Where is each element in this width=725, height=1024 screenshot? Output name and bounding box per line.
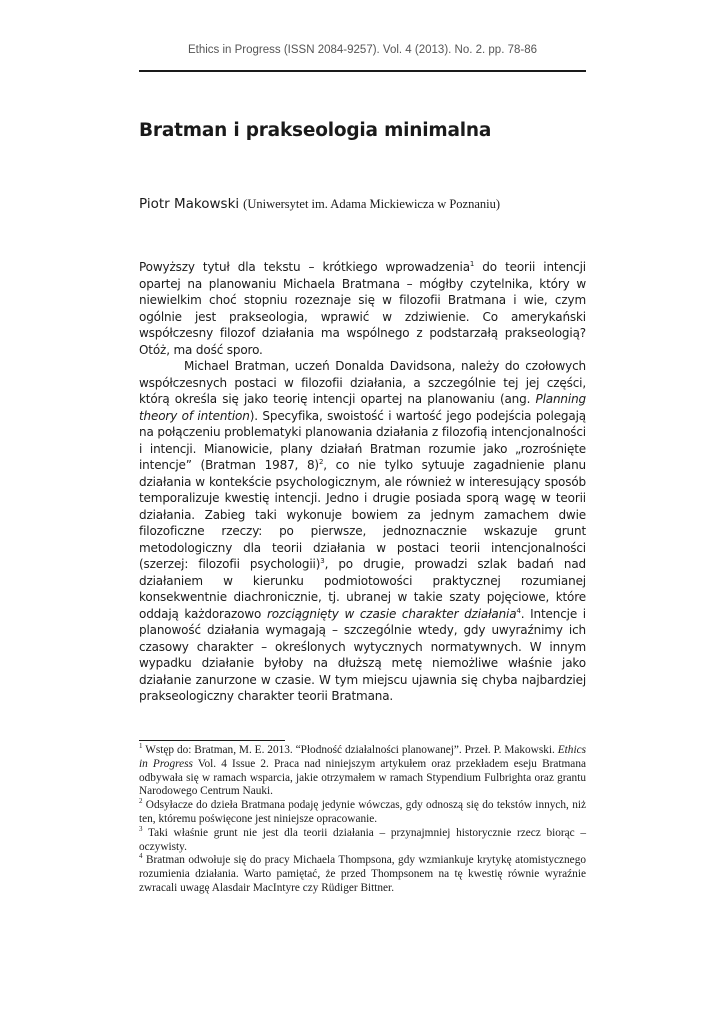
footnote-ref-2[interactable]: 2 (318, 458, 324, 466)
footnote-ref-4[interactable]: 4 (516, 606, 521, 615)
footnote-text: Odsyłacze do dzieła Bratmana podaję jedynie wówczas, gdy odnoszą się do tekstów innych, niż ten, któremu poświęcone jest niniejsze opracowanie. (139, 799, 586, 825)
italic-term: Planning theory of intention (139, 392, 586, 423)
author-name: Piotr Makowski (139, 196, 240, 212)
text-run: , po drugie, prowadzi szlak badań nad działaniem w kierunku podmiotowości praktycznej rozumianej konsekwentnie diachronicznie, tj. ubranej w takie szaty pojęciowe, które oddają każdorazowo (139, 557, 586, 621)
author-affiliation: (Uniwersytet im. Adama Mickiewicza w Poznaniu) (243, 197, 501, 211)
text-run: do teorii intencji opartej na planowaniu Michaela Bratmana – mógłby czytelnika, który w niewielkim choć stopniu rozeznaje się w filozofii Bratmana i wie, czym ogólnie jest prakseologia, wprawić w zdziwienie. Co amerykański współczesny filozof działania ma wspólnego z podstarzałą prakseologią? Otóż, ma dość sporo. (139, 260, 586, 357)
text-run: Michael Bratman, uczeń Donalda Davidsona, należy do czołowych współczesnych postaci w filozofii działania, a szczególnie tej jej części, którą określa się jako teorię intencji opartej na planowaniu (ang. (139, 359, 586, 406)
footnote-3 (139, 827, 586, 855)
article-body (139, 259, 586, 705)
footnote-number: 3 (139, 825, 143, 834)
paragraph-1 (139, 259, 586, 358)
footnote-ref-3[interactable]: 3 (320, 557, 325, 565)
footnote-separator (139, 740, 285, 741)
footnote-number: 4 (139, 852, 143, 861)
author-line (139, 195, 586, 213)
paragraph-2 (139, 358, 586, 705)
footnote-text: Wstęp do: Bratman, M. E. 2013. “Płodność działalności planowanej”. Przeł. P. Makowski. (142, 744, 558, 756)
footnote-text: Vol. 4 Issue 2. Praca nad niniejszym artykułem oraz przekładem eseju Bratmana odbywała się w ramach wsparcia, jakie otrzymałem w ramach Stypendium Fulbrighta oraz grantu Narodowego Centrum Nauki. (139, 757, 586, 798)
italic-phrase: rozciągnięty w czasie charakter działania (266, 606, 517, 621)
header-rule (139, 70, 586, 72)
footnote-2 (139, 799, 586, 827)
footnote-1 (139, 744, 586, 799)
text-run: ). Specyfika, swoistość i wartość jego podejścia polegają na połączeniu problematyki planowania działania z filozofią intencjonalności i intencji. Mianowicie, plany działań Bratman rozumie jako „rozrośnięte intencje” (Bratman 1987, 8) (139, 408, 586, 472)
journal-citation-header: Ethics in Progress (ISSN 2084-9257). Vol. 4 (2013). No. 2. pp. 78-86 (187, 44, 538, 56)
footnote-text: Taki właśnie grunt nie jest dla teorii działania – przynajmniej historycznie rzecz biorąc – oczywisty. (139, 826, 586, 853)
text-run: Powyższy tytuł dla tekstu – krótkiego wprowadzenia (139, 260, 470, 274)
footnote-number: 2 (139, 797, 143, 806)
footnotes (139, 744, 586, 896)
footnote-number: 1 (139, 742, 143, 751)
article-title: Bratman i prakseologia minimalna (139, 120, 492, 141)
footnote-4 (139, 854, 586, 895)
footnote-ref-1[interactable]: 1 (469, 260, 475, 268)
text-run: , co nie tylko sytuuje zagadnienie planu działania w kontekście psychologicznym, ale również w interesujący sposób temporalizuje kwestię intencji. Jedno i drugie posiada sporą wagę w teorii działania. Zabieg taki wykonuje bowiem za jednym zamachem dwie filozoficzne rzeczy: po pierwsze, jednoznacznie wskazuje grunt metodologiczny dla teorii działania w postaci teorii intencjonalności (szerzej: filozofii psychologii) (139, 458, 586, 571)
footnote-text: Bratman odwołuje się do pracy Michaela Thompsona, gdy wzmiankuje krytykę atomistycznego rozumienia działania. Warto pamiętać, że przed Thompsonem na tę kwestię równie wyraźnie zwracali uwagę Alasdair MacIntyre czy Rüdiger Bittner. (139, 854, 586, 894)
text-run: . Intencje i planowość działania wymagają – szczególnie wtedy, gdy uwyraźnimy ich czasowy charakter – określonych wytycznych normatywnych. W innym wypadku działanie byłoby na dłuższą metę niemożliwe właśnie jako działanie zanurzone w czasie. W tym miejscu ujawnia się chyba najbardziej prakseologiczny charakter teorii Bratmana. (139, 606, 586, 703)
journal-name: Ethics in Progress (139, 744, 586, 770)
